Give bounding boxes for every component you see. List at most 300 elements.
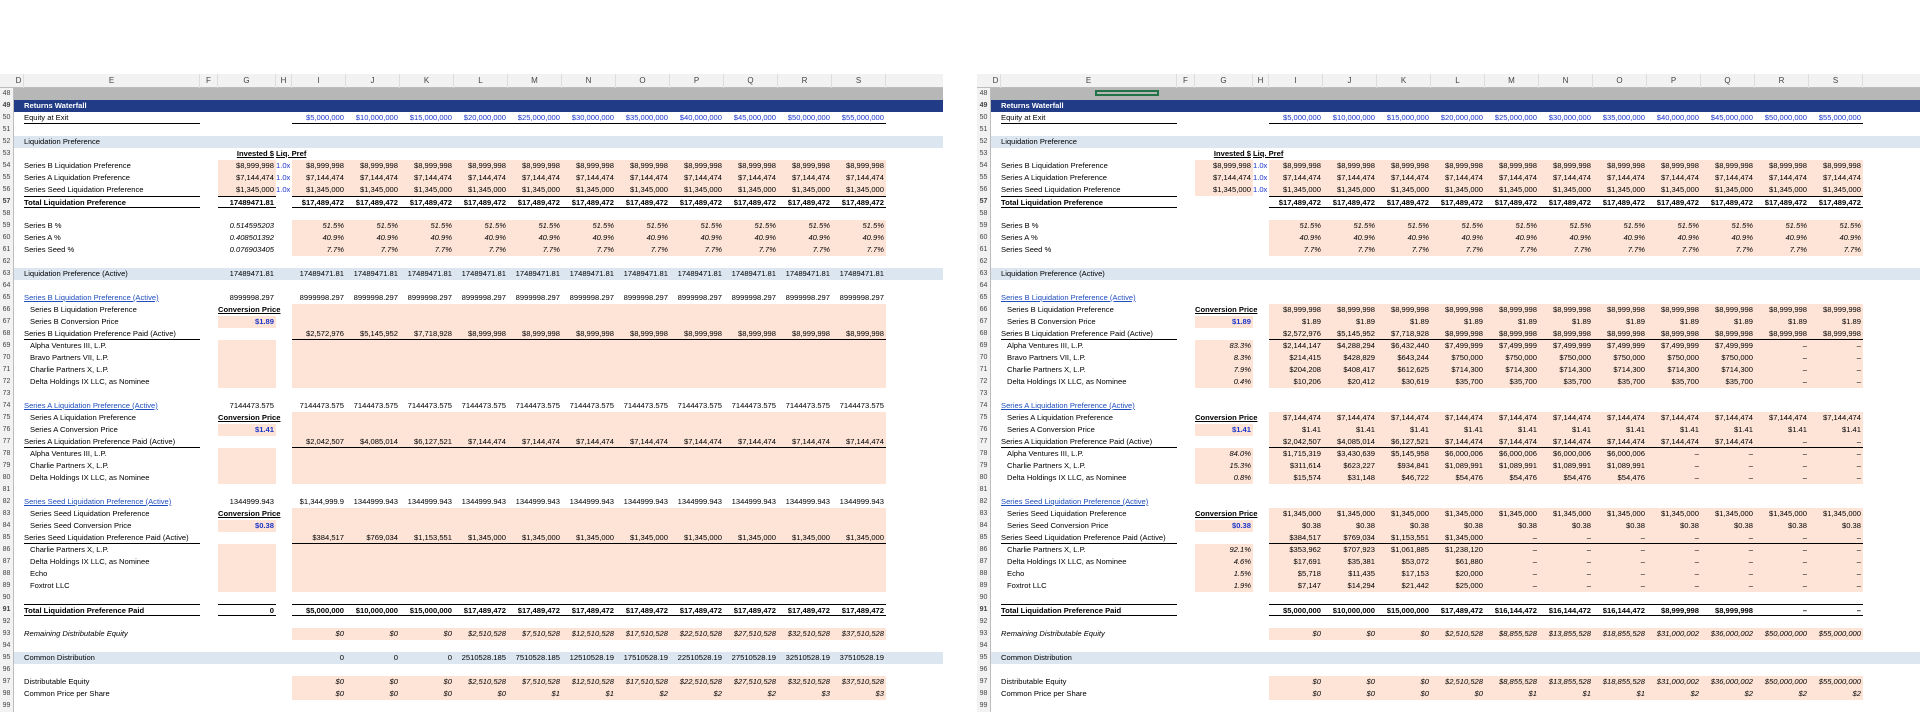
value-cell[interactable]: $6,432,440: [1390, 341, 1429, 350]
value-cell[interactable]: $7,144,474: [1714, 413, 1753, 422]
value-cell[interactable]: $5,145,952: [346, 328, 400, 340]
value-cell[interactable]: $7,510,528: [521, 677, 560, 686]
value-cell[interactable]: $35,700: [1725, 377, 1753, 386]
value-cell[interactable]: 7.7%: [1735, 245, 1753, 254]
row-number[interactable]: 59: [977, 220, 991, 232]
cell-g[interactable]: $7,144,474: [218, 172, 276, 184]
cell-h[interactable]: 1.0x: [276, 185, 291, 194]
value-cell[interactable]: $0: [1366, 689, 1375, 698]
value-cell[interactable]: 51.5%: [1515, 221, 1537, 230]
value-cell[interactable]: [670, 412, 724, 424]
value-cell[interactable]: $1,345,000: [1282, 185, 1321, 194]
value-cell[interactable]: $8,999,998: [737, 161, 776, 170]
value-cell[interactable]: [778, 580, 832, 592]
value-cell[interactable]: $8,999,998: [670, 328, 724, 340]
cell-g[interactable]: 0.076903405: [229, 245, 274, 254]
value-cell[interactable]: [832, 424, 886, 436]
value-cell[interactable]: 40.9%: [592, 233, 614, 242]
value-cell[interactable]: [508, 340, 562, 352]
value-cell[interactable]: $7,144,474: [1336, 413, 1375, 422]
value-cell[interactable]: $8,999,998: [1444, 161, 1483, 170]
row-number[interactable]: 75: [0, 412, 14, 424]
value-cell[interactable]: $1.89: [1625, 317, 1645, 326]
value-cell[interactable]: [292, 448, 346, 460]
row-label[interactable]: Alpha Ventures III, L.P.: [30, 449, 107, 458]
value-cell[interactable]: [346, 472, 400, 484]
value-cell[interactable]: [454, 412, 508, 424]
value-cell[interactable]: $8,999,998: [1444, 305, 1483, 314]
value-cell[interactable]: 51.5%: [1407, 221, 1429, 230]
row-number[interactable]: 59: [0, 220, 14, 232]
value-cell[interactable]: $1,345,000: [737, 185, 776, 194]
cell-h[interactable]: Liq. Pref: [1253, 149, 1284, 158]
value-cell[interactable]: 7144473.575: [731, 401, 776, 410]
value-cell[interactable]: [562, 520, 616, 532]
value-cell[interactable]: $17,489,472: [346, 196, 400, 208]
value-cell[interactable]: $55,000,000: [1818, 629, 1861, 638]
value-cell[interactable]: $45,000,000: [1701, 112, 1755, 124]
value-cell[interactable]: [292, 520, 346, 532]
value-cell[interactable]: –: [1694, 545, 1699, 554]
row-number[interactable]: 48: [977, 88, 991, 100]
value-cell[interactable]: [562, 304, 616, 316]
row-number[interactable]: 67: [0, 316, 14, 328]
value-cell[interactable]: $17,489,472: [508, 604, 562, 616]
value-cell[interactable]: 7144473.575: [623, 401, 668, 410]
value-cell[interactable]: $7,144,474: [1714, 173, 1753, 182]
value-cell[interactable]: $16,144,472: [1485, 604, 1539, 616]
value-cell[interactable]: $934,841: [1397, 461, 1429, 470]
value-cell[interactable]: [508, 472, 562, 484]
value-cell[interactable]: $12,510,528: [571, 629, 614, 638]
value-cell[interactable]: [832, 520, 886, 532]
cell-g[interactable]: 7.9%: [1195, 364, 1253, 376]
value-cell[interactable]: [400, 316, 454, 328]
row-number[interactable]: 58: [0, 208, 14, 220]
value-cell[interactable]: $1: [1636, 689, 1645, 698]
value-cell[interactable]: $1,345,000: [1768, 185, 1807, 194]
value-cell[interactable]: $0: [1420, 629, 1429, 638]
column-header-k[interactable]: K: [1377, 74, 1431, 88]
cell-g[interactable]: 84.0%: [1195, 448, 1253, 460]
value-cell[interactable]: 0: [339, 653, 344, 662]
value-cell[interactable]: $0: [443, 629, 452, 638]
row-number[interactable]: 90: [977, 592, 991, 604]
value-cell[interactable]: $5,000,000: [292, 604, 346, 616]
value-cell[interactable]: $0: [1366, 677, 1375, 686]
value-cell[interactable]: [724, 568, 778, 580]
row-label[interactable]: Series B Liquidation Preference: [1001, 161, 1108, 170]
row-number[interactable]: 49: [0, 100, 14, 112]
value-cell[interactable]: $1,345,000: [791, 185, 830, 194]
column-header-m[interactable]: M: [508, 74, 562, 88]
value-cell[interactable]: –: [1802, 569, 1807, 578]
value-cell[interactable]: $1.41: [1409, 425, 1429, 434]
value-cell[interactable]: 51.5%: [1785, 221, 1807, 230]
value-cell[interactable]: [400, 376, 454, 388]
row-label[interactable]: Alpha Ventures III, L.P.: [1007, 449, 1084, 458]
value-cell[interactable]: $35,700: [1509, 377, 1537, 386]
value-cell[interactable]: $37,510,528: [841, 629, 884, 638]
value-cell[interactable]: $4,085,014: [346, 436, 400, 448]
value-cell[interactable]: $7,144,474: [1336, 173, 1375, 182]
value-cell[interactable]: 17510528.19: [623, 653, 668, 662]
value-cell[interactable]: [454, 376, 508, 388]
value-cell[interactable]: [832, 556, 886, 568]
row-label[interactable]: Bravo Partners VII, L.P.: [1007, 353, 1086, 362]
value-cell[interactable]: $384,517: [292, 532, 346, 544]
row-number[interactable]: 79: [0, 460, 14, 472]
value-cell[interactable]: $35,700: [1671, 377, 1699, 386]
value-cell[interactable]: $1,345,000: [1552, 185, 1591, 194]
value-cell[interactable]: $7,144,474: [521, 173, 560, 182]
value-cell[interactable]: [346, 580, 400, 592]
value-cell[interactable]: –: [1748, 545, 1753, 554]
value-cell[interactable]: –: [1856, 545, 1861, 554]
value-cell[interactable]: –: [1802, 473, 1807, 482]
value-cell[interactable]: [562, 376, 616, 388]
value-cell[interactable]: [778, 472, 832, 484]
value-cell[interactable]: $714,300: [1505, 365, 1537, 374]
row-number[interactable]: 70: [0, 352, 14, 364]
value-cell[interactable]: 7144473.575: [299, 401, 344, 410]
row-number[interactable]: 97: [977, 676, 991, 688]
value-cell[interactable]: [832, 544, 886, 556]
value-cell[interactable]: –: [1586, 545, 1591, 554]
row-label[interactable]: Series A %: [1001, 233, 1038, 242]
value-cell[interactable]: [508, 520, 562, 532]
value-cell[interactable]: $0.38: [1571, 521, 1591, 530]
value-cell[interactable]: $8,999,998: [1390, 305, 1429, 314]
value-cell[interactable]: $40,000,000: [670, 112, 724, 124]
row-number[interactable]: 50: [0, 112, 14, 124]
value-cell[interactable]: [832, 340, 886, 352]
value-cell[interactable]: $8,999,998: [359, 161, 398, 170]
value-cell[interactable]: $1.89: [1355, 317, 1375, 326]
cell-g[interactable]: $1.41: [218, 424, 276, 436]
value-cell[interactable]: [562, 340, 616, 352]
value-cell[interactable]: [724, 472, 778, 484]
value-cell[interactable]: 7.7%: [434, 245, 452, 254]
value-cell[interactable]: 7.7%: [812, 245, 830, 254]
value-cell[interactable]: $0.38: [1463, 521, 1483, 530]
row-label[interactable]: Equity at Exit: [1001, 112, 1177, 124]
value-cell[interactable]: $8,999,998: [1552, 161, 1591, 170]
row-number[interactable]: 48: [0, 88, 14, 100]
value-cell[interactable]: [508, 544, 562, 556]
value-cell[interactable]: –: [1802, 545, 1807, 554]
value-cell[interactable]: 17489471.81: [785, 269, 830, 278]
value-cell[interactable]: 8999998.297: [623, 293, 668, 302]
row-number[interactable]: 77: [977, 436, 991, 448]
value-cell[interactable]: $8,999,998: [1336, 305, 1375, 314]
cell-g[interactable]: Invested $: [236, 149, 274, 158]
value-cell[interactable]: $1,345,000: [1444, 509, 1483, 518]
value-cell[interactable]: $8,999,998: [575, 161, 614, 170]
row-label[interactable]: Series Seed Liquidation Preference Paid (Active): [24, 532, 200, 544]
row-label[interactable]: Alpha Ventures III, L.P.: [30, 341, 107, 350]
row-number[interactable]: 81: [0, 484, 14, 496]
value-cell[interactable]: 8999998.297: [407, 293, 452, 302]
value-cell[interactable]: 8999998.297: [731, 293, 776, 302]
value-cell[interactable]: $17,489,472: [454, 196, 508, 208]
column-header-q[interactable]: Q: [1701, 74, 1755, 88]
value-cell[interactable]: [454, 520, 508, 532]
row-label[interactable]: Series B Liquidation Preference Paid (Active): [1001, 328, 1177, 340]
column-header-g[interactable]: G: [1195, 74, 1253, 88]
row-number[interactable]: 64: [977, 280, 991, 292]
row-number[interactable]: 89: [977, 580, 991, 592]
value-cell[interactable]: [562, 568, 616, 580]
row-label[interactable]: Delta Holdings IX LLC, as Nominee: [30, 377, 150, 386]
value-cell[interactable]: [292, 340, 346, 352]
value-cell[interactable]: $7,144,474: [1282, 173, 1321, 182]
value-cell[interactable]: 8999998.297: [299, 293, 344, 302]
value-cell[interactable]: $25,000,000: [508, 112, 562, 124]
row-number[interactable]: 96: [0, 664, 14, 676]
value-cell[interactable]: $10,206: [1293, 377, 1321, 386]
value-cell[interactable]: $643,244: [1397, 353, 1429, 362]
value-cell[interactable]: $7,144,474: [791, 173, 830, 182]
row-number[interactable]: 88: [977, 568, 991, 580]
row-number[interactable]: 68: [0, 328, 14, 340]
value-cell[interactable]: $6,000,006: [1606, 449, 1645, 458]
row-number[interactable]: 56: [977, 184, 991, 196]
value-cell[interactable]: [670, 460, 724, 472]
value-cell[interactable]: [724, 340, 778, 352]
value-cell[interactable]: $8,999,998: [1660, 161, 1699, 170]
row-number[interactable]: 83: [977, 508, 991, 520]
value-cell[interactable]: $1,089,991: [1606, 461, 1645, 470]
value-cell[interactable]: $0.38: [1625, 521, 1645, 530]
value-cell[interactable]: $7,144,474: [575, 173, 614, 182]
value-cell[interactable]: $27,510,528: [733, 629, 776, 638]
value-cell[interactable]: $8,999,998: [1701, 328, 1755, 340]
cell-g[interactable]: Conversion Price: [1195, 305, 1258, 314]
cell-g[interactable]: 8.3%: [1195, 352, 1253, 364]
row-label[interactable]: Series A %: [24, 233, 61, 242]
value-cell[interactable]: 7.7%: [1627, 245, 1645, 254]
value-cell[interactable]: [346, 448, 400, 460]
value-cell[interactable]: –: [1640, 569, 1645, 578]
value-cell[interactable]: $353,962: [1289, 545, 1321, 554]
value-cell[interactable]: 51.5%: [1623, 221, 1645, 230]
value-cell[interactable]: $8,999,998: [1809, 328, 1863, 340]
row-label[interactable]: Bravo Partners VII, L.P.: [30, 353, 109, 362]
value-cell[interactable]: $7,144,474: [629, 173, 668, 182]
value-cell[interactable]: $0: [443, 689, 452, 698]
row-number[interactable]: 62: [0, 256, 14, 268]
value-cell[interactable]: $17,510,528: [625, 629, 668, 638]
value-cell[interactable]: $14,294: [1347, 581, 1375, 590]
value-cell[interactable]: 7.7%: [596, 245, 614, 254]
value-cell[interactable]: –: [1856, 557, 1861, 566]
value-cell[interactable]: –: [1755, 532, 1809, 544]
value-cell[interactable]: $17,489,472: [562, 604, 616, 616]
value-cell[interactable]: [616, 460, 670, 472]
value-cell[interactable]: 17489471.81: [839, 269, 884, 278]
value-cell[interactable]: $22,510,528: [679, 677, 722, 686]
value-cell[interactable]: [454, 580, 508, 592]
value-cell[interactable]: –: [1856, 365, 1861, 374]
value-cell[interactable]: $32,510,528: [787, 629, 830, 638]
value-cell[interactable]: [346, 376, 400, 388]
value-cell[interactable]: $8,999,998: [467, 161, 506, 170]
value-cell[interactable]: $384,517: [1269, 532, 1323, 544]
value-cell[interactable]: [778, 568, 832, 580]
cell-g[interactable]: Conversion Price: [1195, 509, 1258, 518]
value-cell[interactable]: 7144473.575: [785, 401, 830, 410]
cell-g[interactable]: 0: [218, 604, 276, 616]
row-label[interactable]: Series Seed Liquidation Preference: [24, 185, 144, 194]
value-cell[interactable]: $11,435: [1348, 569, 1375, 578]
value-cell[interactable]: [562, 352, 616, 364]
value-cell[interactable]: $1.89: [1841, 317, 1861, 326]
value-cell[interactable]: $7,144,474: [1444, 173, 1483, 182]
value-cell[interactable]: $17,489,472: [670, 196, 724, 208]
value-cell[interactable]: –: [1694, 569, 1699, 578]
value-cell[interactable]: –: [1856, 353, 1861, 362]
value-cell[interactable]: $8,999,998: [1768, 161, 1807, 170]
value-cell[interactable]: 8999998.297: [839, 293, 884, 302]
value-cell[interactable]: 51.5%: [1677, 221, 1699, 230]
cell-g[interactable]: 83.3%: [1195, 340, 1253, 352]
value-cell[interactable]: 40.9%: [1461, 233, 1483, 242]
value-cell[interactable]: $17,489,472: [400, 196, 454, 208]
value-cell[interactable]: [400, 412, 454, 424]
value-cell[interactable]: $0: [389, 629, 398, 638]
value-cell[interactable]: $8,999,998: [1660, 305, 1699, 314]
row-label[interactable]: Series B Liquidation Preference: [30, 305, 137, 314]
value-cell[interactable]: [508, 448, 562, 460]
cell-g[interactable]: 92.1%: [1195, 544, 1253, 556]
cell-g[interactable]: [218, 460, 276, 472]
value-cell[interactable]: $769,034: [346, 532, 400, 544]
value-cell[interactable]: $10,000,000: [346, 112, 400, 124]
value-cell[interactable]: $2: [713, 689, 722, 698]
value-cell[interactable]: $7,144,474: [1822, 413, 1861, 422]
value-cell[interactable]: $7,144,474: [1498, 413, 1537, 422]
value-cell[interactable]: $7,144,474: [1282, 413, 1321, 422]
value-cell[interactable]: $35,700: [1617, 377, 1645, 386]
left-grid[interactable]: [0, 74, 943, 712]
cell-g[interactable]: 4.6%: [1195, 556, 1253, 568]
value-cell[interactable]: $1,345,000: [521, 185, 560, 194]
row-label[interactable]: Charlie Partners X, L.P.: [1007, 461, 1086, 470]
value-cell[interactable]: $7,499,999: [1444, 341, 1483, 350]
value-cell[interactable]: [778, 352, 832, 364]
value-cell[interactable]: $204,208: [1289, 365, 1321, 374]
value-cell[interactable]: $7,144,474: [724, 436, 778, 448]
value-cell[interactable]: 51.5%: [1353, 221, 1375, 230]
value-cell[interactable]: [508, 364, 562, 376]
value-cell[interactable]: $1.41: [1733, 425, 1753, 434]
value-cell[interactable]: $1,345,000: [616, 532, 670, 544]
row-label[interactable]: Charlie Partners X, L.P.: [30, 365, 109, 374]
value-cell[interactable]: –: [1748, 569, 1753, 578]
value-cell[interactable]: $6,000,006: [1552, 449, 1591, 458]
value-cell[interactable]: –: [1586, 557, 1591, 566]
value-cell[interactable]: $750,000: [1721, 353, 1753, 362]
value-cell[interactable]: [616, 412, 670, 424]
row-number[interactable]: 78: [977, 448, 991, 460]
cell-g[interactable]: $1.41: [1195, 424, 1253, 436]
value-cell[interactable]: $8,999,998: [778, 328, 832, 340]
row-number[interactable]: 93: [977, 628, 991, 640]
value-cell[interactable]: $8,999,998: [413, 161, 452, 170]
row-label[interactable]: Equity at Exit: [24, 112, 200, 124]
row-number[interactable]: 58: [977, 208, 991, 220]
value-cell[interactable]: 40.9%: [1785, 233, 1807, 242]
value-cell[interactable]: 1344999.943: [839, 497, 884, 506]
value-cell[interactable]: [454, 544, 508, 556]
value-cell[interactable]: 7.7%: [1465, 245, 1483, 254]
value-cell[interactable]: $1,238,120: [1444, 545, 1483, 554]
value-cell[interactable]: $1,345,000: [1552, 509, 1591, 518]
cell-g[interactable]: $1,345,000: [218, 184, 276, 196]
value-cell[interactable]: $1,153,551: [400, 532, 454, 544]
row-number[interactable]: 86: [977, 544, 991, 556]
value-cell[interactable]: [400, 340, 454, 352]
value-cell[interactable]: –: [1701, 532, 1755, 544]
column-header-p[interactable]: P: [670, 74, 724, 88]
row-number[interactable]: 85: [0, 532, 14, 544]
value-cell[interactable]: [508, 556, 562, 568]
value-cell[interactable]: $8,999,998: [1606, 161, 1645, 170]
row-label[interactable]: Series Seed Conversion Price: [30, 521, 132, 530]
value-cell[interactable]: [670, 376, 724, 388]
value-cell[interactable]: $2: [659, 689, 668, 698]
value-cell[interactable]: 1344999.943: [353, 497, 398, 506]
value-cell[interactable]: [616, 520, 670, 532]
row-number[interactable]: 99: [977, 700, 991, 712]
value-cell[interactable]: $8,855,528: [1498, 629, 1537, 638]
value-cell[interactable]: 51.5%: [1299, 221, 1321, 230]
value-cell[interactable]: $5,000,000: [292, 112, 346, 124]
value-cell[interactable]: $0.38: [1679, 521, 1699, 530]
value-cell[interactable]: $17,489,472: [1539, 196, 1593, 208]
value-cell[interactable]: –: [1532, 581, 1537, 590]
value-cell[interactable]: $7,144,474: [508, 436, 562, 448]
value-cell[interactable]: $1,345,000: [670, 532, 724, 544]
value-cell[interactable]: $5,000,000: [1269, 112, 1323, 124]
cell-g[interactable]: 0.408501392: [229, 233, 274, 242]
value-cell[interactable]: $25,000,000: [1485, 112, 1539, 124]
row-label[interactable]: Series B Liquidation Preference: [1007, 305, 1114, 314]
value-cell[interactable]: $1,345,000: [413, 185, 452, 194]
value-cell[interactable]: –: [1802, 461, 1807, 470]
value-cell[interactable]: 17489471.81: [461, 269, 506, 278]
column-header-d[interactable]: D: [14, 74, 24, 88]
value-cell[interactable]: $0: [443, 677, 452, 686]
cell-g[interactable]: [218, 580, 276, 592]
value-cell[interactable]: –: [1748, 557, 1753, 566]
row-number[interactable]: 60: [0, 232, 14, 244]
row-label[interactable]: Series Seed Liquidation Preference Paid (Active): [1001, 532, 1177, 544]
row-number[interactable]: 53: [977, 148, 991, 160]
value-cell[interactable]: 7510528.185: [515, 653, 560, 662]
value-cell[interactable]: [724, 352, 778, 364]
value-cell[interactable]: [616, 472, 670, 484]
value-cell[interactable]: $1,345,000: [575, 185, 614, 194]
value-cell[interactable]: $54,476: [1617, 473, 1645, 482]
value-cell[interactable]: 8999998.297: [461, 293, 506, 302]
value-cell[interactable]: –: [1748, 449, 1753, 458]
row-label[interactable]: Delta Holdings IX LLC, as Nominee: [1007, 377, 1127, 386]
row-number[interactable]: 54: [977, 160, 991, 172]
value-cell[interactable]: [832, 376, 886, 388]
value-cell[interactable]: $30,619: [1401, 377, 1429, 386]
